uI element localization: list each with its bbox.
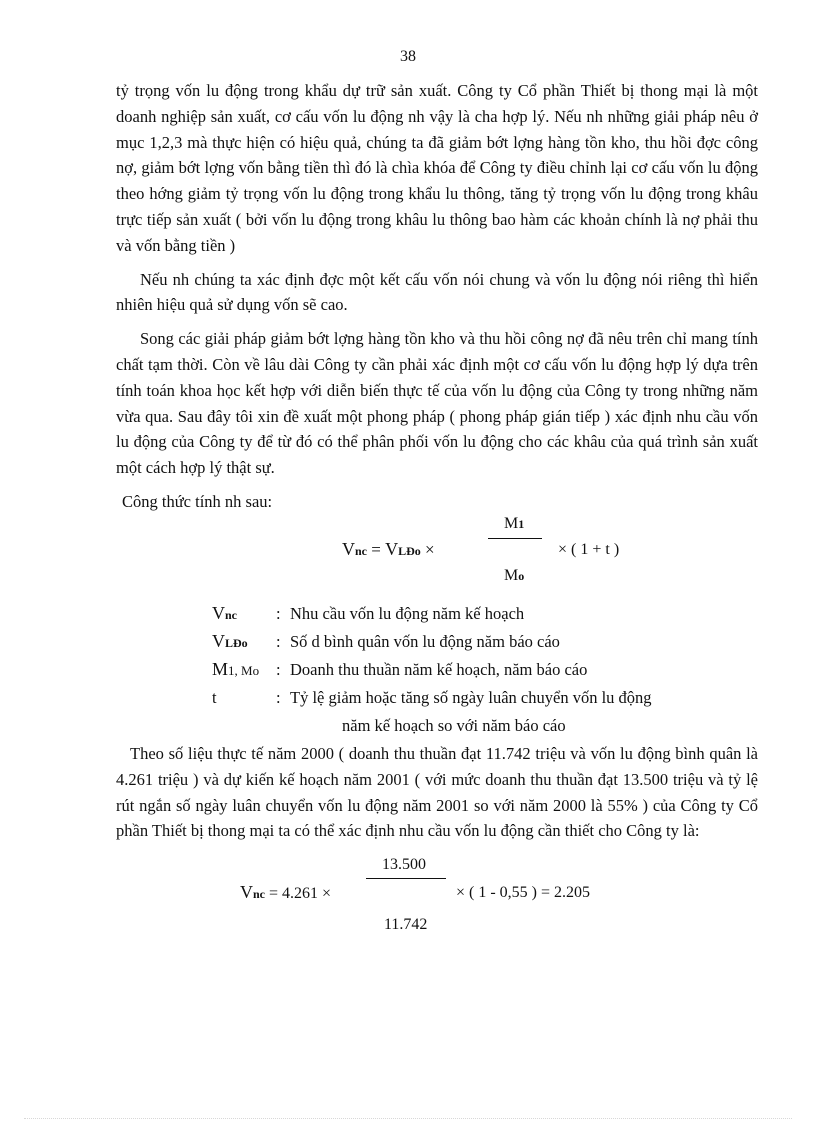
definition-text: Nhu cầu vốn lu động năm kế hoạch xyxy=(290,603,525,623)
fraction-bar xyxy=(488,538,542,539)
paragraph-3: Song các giải pháp giảm bớt lợng hàng tồn kho và thu hồi công nợ đã nêu trên chỉ mang tính chất tạm thời. Còn về lâu dài Công ty cần phải xác định một cơ cấu vốn lu động hợp lý dựa trên tính toán khoa học kết hợp với diễn biến thực tế của vốn lu động của Công ty trong những năm vừa qua. Sau đây tôi xin đề xuất một phong pháp ( phong pháp gián tiếp ) xác định nhu cầu vốn lu động của Công ty để từ đó có thể phân phối vốn lu động cho các khâu của quá trình sản xuất một cách hợp lý thật sự. xyxy=(116,329,758,478)
definition-separator: : xyxy=(276,631,281,651)
calc-lhs: Vnc = 4.261 × xyxy=(240,882,332,903)
definition-separator: : xyxy=(276,659,281,679)
fraction-bar xyxy=(366,878,446,879)
definition-text: Doanh thu thuần năm kế hoạch, năm báo cáo xyxy=(290,659,588,679)
definition-symbol: t xyxy=(212,687,217,707)
formula-rhs: × ( 1 + t ) xyxy=(558,540,620,558)
definition-row xyxy=(212,685,758,713)
page-bottom-rule xyxy=(24,1118,792,1119)
definition-symbol: VLĐo xyxy=(212,630,248,651)
paragraph-2: Nếu nh chúng ta xác định đợc một kết cấu vốn nói chung và vốn lu động nói riêng thì hiển nhiên hiệu quả sử dụng vốn sẽ cao. xyxy=(116,269,758,315)
definitions-list xyxy=(212,601,758,741)
paragraph-1: tỷ trọng vốn lu động trong khẩu dự trữ sản xuất. Công ty Cổ phần Thiết bị thong mại là một doanh nghiệp sản xuất, cơ cấu vốn lu động nh vậy là cha hợp lý. Nếu nh những giải pháp nêu ở mục 1,2,3 mà thực hiện có hiệu quả, chúng ta đã giảm bớt lợng hàng tồn kho, thu hồi đợc công nợ, giảm bớt lợng vốn bằng tiền thì đó là chìa khóa để Công ty điều chỉnh lại cơ cấu vốn lu động theo hớng giảm tỷ trọng vốn lu động trong khẩu lu thông, tăng tỷ trọng vốn lu động trong khâu trực tiếp sản xuất ( bởi vốn lu động trong khâu lu thông bao hàm các khoản chính là nợ phải thu và vốn bằng tiền ) xyxy=(116,81,758,255)
definition-continuation: năm kế hoạch so với năm báo cáo xyxy=(342,715,566,735)
definition-row xyxy=(212,657,758,685)
definition-symbol: M1, Mo xyxy=(212,658,260,679)
formula-lhs: Vnc = VLĐo × xyxy=(342,538,435,559)
calc-denominator: 11.742 xyxy=(384,916,428,934)
calc-rhs: × ( 1 - 0,55 ) = 2.205 xyxy=(456,884,591,902)
definition-symbol: Vnc xyxy=(212,602,237,623)
definition-text: Số d bình quân vốn lu động năm báo cáo xyxy=(290,631,560,651)
formula-calculation xyxy=(116,852,758,948)
definition-row xyxy=(212,601,758,629)
definition-separator: : xyxy=(276,603,281,623)
definition-text: Tỷ lệ giảm hoặc tăng số ngày luân chuyển vốn lu động xyxy=(290,687,652,707)
calc-numerator: 13.500 xyxy=(382,856,426,874)
formula-general xyxy=(116,511,758,595)
page-number: 38 xyxy=(400,48,416,65)
formula-denominator: Mo xyxy=(504,566,525,584)
formula-numerator: M1 xyxy=(504,514,525,532)
definition-separator: : xyxy=(276,687,281,707)
definition-row xyxy=(212,629,758,657)
page-content xyxy=(116,78,758,948)
formula-title: Công thức tính nh sau: xyxy=(122,491,273,511)
paragraph-example: Theo số liệu thực tế năm 2000 ( doanh thu thuần đạt 11.742 triệu và vốn lu động bình quân là 4.261 triệu ) và dự kiến kế hoạch năm 2001 ( với mức doanh thu thuần đạt 13.500 triệu và tỷ lệ rút ngắn số ngày luân chuyển vốn lu động năm 2001 so với năm 2000 là 55% ) của Công ty Cổ phần Thiết bị thong mại ta có thể xác định nhu cầu vốn lu động cần thiết cho Công ty là: xyxy=(116,743,758,841)
